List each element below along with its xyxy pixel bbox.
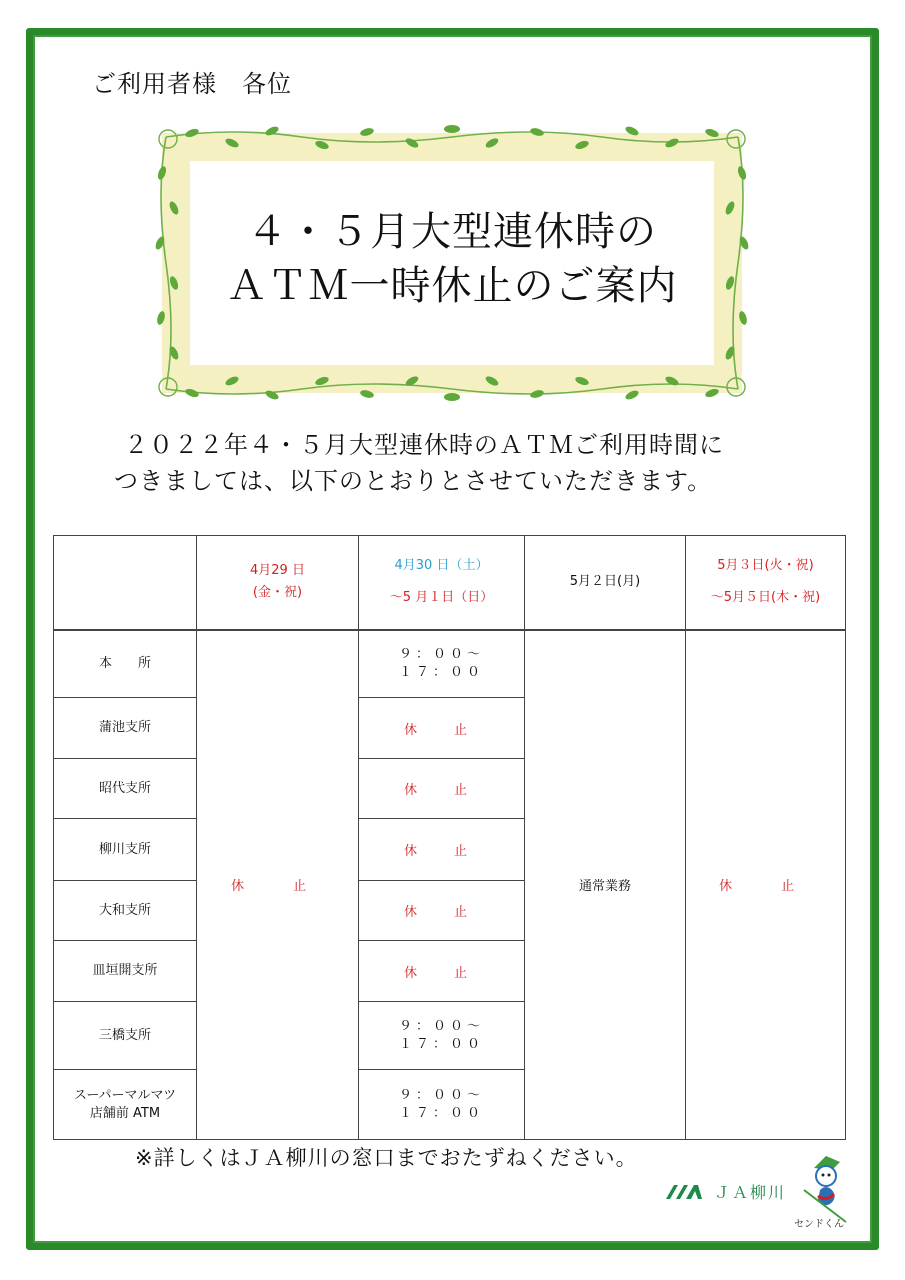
title-line-2: ＡＴＭ一時休止のご案内 bbox=[226, 263, 678, 309]
branch-name: 蒲池支所 bbox=[54, 698, 197, 759]
status-closed: 休 止 bbox=[359, 759, 525, 819]
intro-text bbox=[114, 427, 794, 499]
may2-status-merged: 通常業務 bbox=[525, 630, 686, 1140]
status-hours: ９：００～ １７：００ bbox=[359, 1002, 525, 1070]
footer-note: ※詳しくはＪＡ柳川の窓口までおたずねください。 bbox=[135, 1146, 638, 1170]
header-apr30-may1 bbox=[359, 536, 525, 630]
intro-line-2: つきましては、以下のとおりとさせていただきます。 bbox=[114, 467, 713, 495]
header-may1-date: ～5 月１日（日） bbox=[389, 590, 494, 606]
header-apr29-date: 4月29 日 bbox=[250, 563, 305, 579]
status-closed: 休 止 bbox=[359, 881, 525, 941]
header-may2 bbox=[525, 536, 686, 630]
branch-name: 昭代支所 bbox=[54, 759, 197, 819]
header-may2-date: 5月２日(月) bbox=[569, 574, 641, 590]
may3-5-status-merged: 休 止 bbox=[686, 630, 846, 1140]
header-may3-may5 bbox=[686, 536, 846, 630]
branch-name: スーパーマルマツ 店舗前 ATM bbox=[54, 1070, 197, 1140]
branch-name: 三橋支所 bbox=[54, 1002, 197, 1070]
mascot-name: センドくん bbox=[794, 1219, 844, 1230]
apr29-status-merged: 休 止 bbox=[197, 630, 359, 1140]
branch-name: 本 所 bbox=[54, 630, 197, 698]
addressee: ご利用者様 各位 bbox=[92, 70, 292, 98]
atm-schedule-table bbox=[53, 535, 846, 1140]
status-closed: 休 止 bbox=[359, 698, 525, 759]
title-line-1: ４・５月大型連休時の bbox=[247, 209, 657, 255]
header-may3-date: 5月３日(火・祝) bbox=[717, 558, 814, 574]
status-hours: ９：００～ １７：００ bbox=[359, 1070, 525, 1140]
header-may5-date: ～5月５日(木・祝) bbox=[710, 590, 821, 606]
status-hours: ９：００～ １７：００ bbox=[359, 630, 525, 698]
header-apr29-day: (金・祝) bbox=[252, 585, 303, 601]
table-row bbox=[54, 630, 846, 698]
header-empty-cell bbox=[54, 536, 197, 630]
status-closed: 休 止 bbox=[359, 819, 525, 881]
status-closed: 休 止 bbox=[359, 941, 525, 1002]
org-name: ＪＡ柳川 bbox=[714, 1182, 787, 1202]
header-apr30-date: 4月30 日（土） bbox=[394, 558, 489, 574]
table-header-row bbox=[54, 536, 846, 630]
branch-name: 柳川支所 bbox=[54, 819, 197, 881]
intro-line-1: ２０２２年４・５月大型連休時のＡＴＭご利用時間に bbox=[124, 431, 724, 459]
ja-logo bbox=[664, 1180, 786, 1202]
ja-logo-icon bbox=[664, 1181, 704, 1201]
header-apr29 bbox=[197, 536, 359, 630]
branch-name: 皿垣開支所 bbox=[54, 941, 197, 1002]
page-title bbox=[152, 205, 752, 313]
branch-name: 大和支所 bbox=[54, 881, 197, 941]
